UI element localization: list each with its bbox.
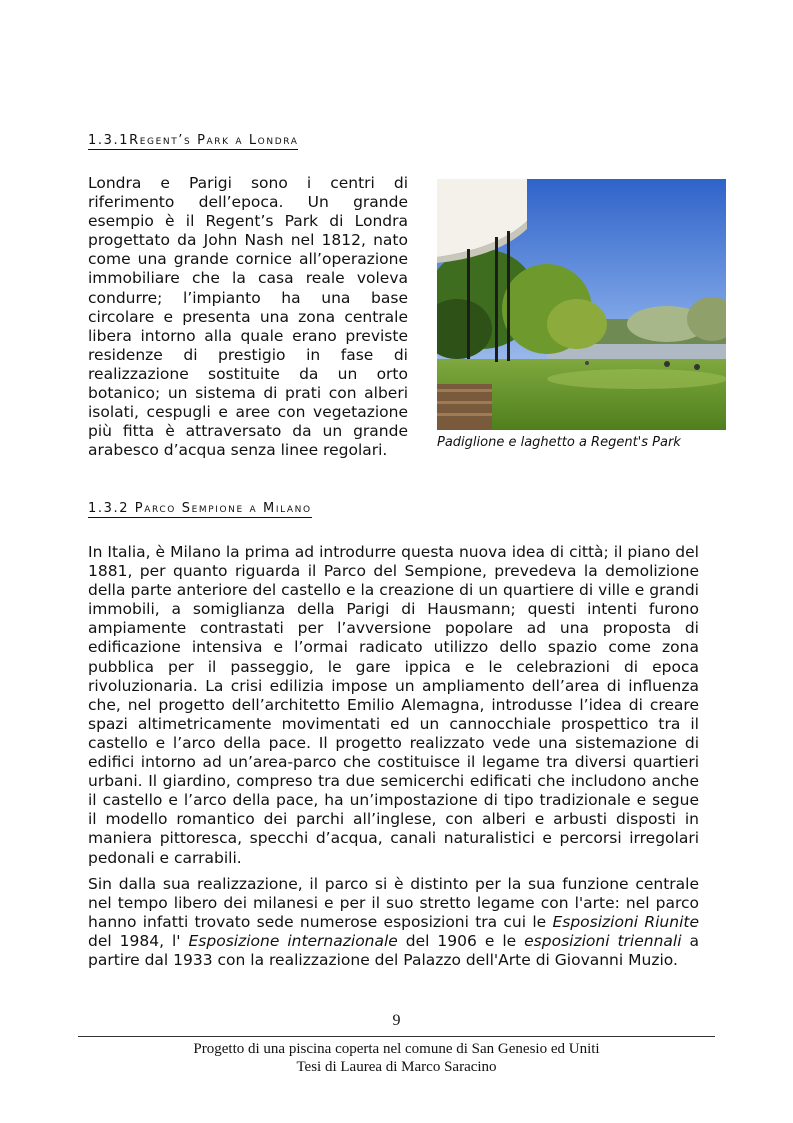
section-heading-parco-sempione: 1.3.2 Parco Sempione a Milano [88,501,312,516]
footer-line-1: Progetto di una piscina coperta nel comune di San Genesio ed Uniti [193,1041,600,1057]
photo-regents-park-pavilion [437,179,726,430]
photo-caption: Padiglione e laghetto a Regent's Park [437,435,681,450]
paragraph-parco-sempione-2: Sin dalla sua realizzazione, il parco si è distinto per la sua funzione centrale nel tempo libero dei milanesi e per il suo stretto legame con l'arte: nel parco hanno infatti trovato sede numerose esposizioni tra cui le Esposizioni Riunite del 1984, l' Esposizione internazionale del 1906 e le esposizioni triennali a partire dal 1933 con la realizzazione del Palazzo dell'Arte di Giovanni Muzio. [88,875,699,970]
footer-line-2: Tesi di Laurea di Marco Saracino [296,1059,497,1075]
page-number: 9 [392,1012,401,1029]
footer [0,1040,793,1076]
paragraph-parco-sempione-1: In Italia, è Milano la prima ad introdurre questa nuova idea di città; il piano del 1881, per quanto riguarda il Parco del Sempione, prevedeva la demolizione della parte anteriore del castello e la creazione di un quartiere di ville e grandi immobili, a somiglianza della Parigi di Hausmann; questi intenti furono ampiamente contrastati per l’avversione popolare ad una proposta di edificazione intensiva e l’ormai radicato utilizzo dello spazio come zona pubblica per il passeggio, le gare ippica e le celebrazioni di epoca rivoluzionaria. La crisi edilizia impose un ampliamento dell’area di influenza che, nel progetto dell’architetto Emilio Alemagna, introdusse l’idea di creare spazi altimetricamente movimentati ed un cannocchiale prospettico tra il castello e l’arco della pace. Il progetto realizzato vede una sistemazione di edifici intorno ad un’area-parco che costituisce il legame tra diversi quartieri urbani. Il giardino, compreso tra due semicerchi edificati che includono anche il castello e l’arco della pace, ha un’impostazione di tipo tradizionale e segue il modello romantico dei parchi all’inglese, con alberi e arbusti disposti in maniera pittoresca, specchi d’acqua, canali naturalistici e percorsi irregolari pedonali e carrabili. [88,543,699,867]
footer-divider [78,1036,715,1037]
paragraph-regents-park: Londra e Parigi sono i centri di riferimento dell’epoca. Un grande esempio è il Regent’s Park di Londra progettato da John Nash nel 1812, nato come una grande cornice all’operazione immobiliare che la casa reale voleva condurre; l’impianto ha una base circolare e presenta una zona centrale libera intorno alla quale erano previste residenze di prestigio in fase di realizzazione sostituite da un orto botanico; un sistema di prati con alberi isolati, cespugli e aree con vegetazione più fitta è attraversato da un grande arabesco d’acqua senza linee regolari. [88,174,408,460]
section-heading-regents-park: 1.3.1Regent’s Park a Londra [88,133,299,148]
